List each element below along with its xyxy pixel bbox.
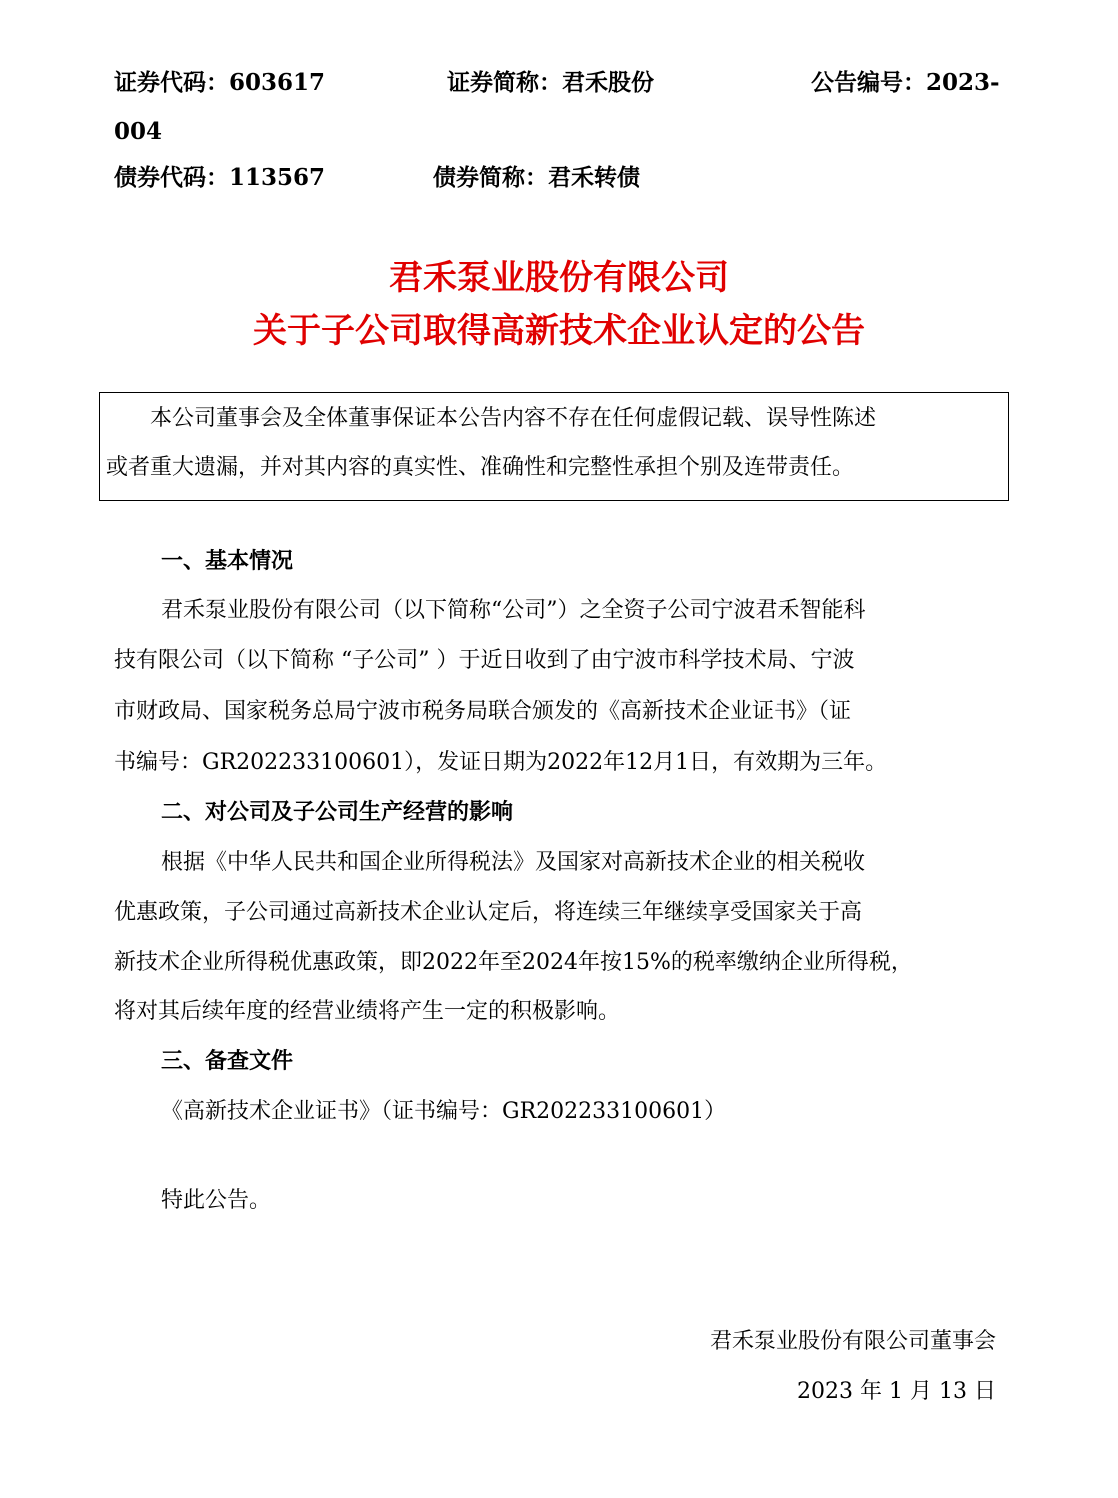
title-company: 君禾泵业股份有限公司 — [389, 258, 729, 298]
section-1-line: 市财政局、国家税务总局宁波市税务局联合颁发的《高新技术企业证书》（证 — [114, 699, 852, 724]
bond-name: 债券简称：君禾转债 — [433, 164, 640, 191]
section-1-line: 技有限公司（以下简称 “子公司” ）于近日收到了由宁波市科学技术局、宁波 — [114, 648, 855, 673]
announcement-number-continued: 004 — [114, 118, 163, 145]
responsibility-notice-box — [99, 392, 1009, 501]
reference-document: 《高新技术企业证书》（证书编号：GR202233100601） — [161, 1099, 727, 1124]
section-2-line: 优惠政策，子公司通过高新技术企业认定后，将连续三年继续享受国家关于高 — [114, 900, 863, 925]
section-2-line: 根据《中华人民共和国企业所得税法》及国家对高新技术企业的相关税收 — [161, 850, 866, 875]
notice-line-2: 或者重大遗漏，并对其内容的真实性、准确性和完整性承担个别及连带责任。 — [106, 455, 855, 480]
signature-company: 君禾泵业股份有限公司董事会 — [709, 1329, 996, 1354]
closing-text: 特此公告。 — [161, 1188, 272, 1213]
section-3-heading: 三、备查文件 — [161, 1049, 294, 1074]
stock-name: 证券简称：君禾股份 — [447, 69, 654, 96]
section-1-line: 书编号：GR202233100601），发证日期为2022年12月1日，有效期为三年。 — [114, 750, 888, 775]
section-2-line: 将对其后续年度的经营业绩将产生一定的积极影响。 — [114, 999, 621, 1024]
section-2-line: 新技术企业所得税优惠政策，即2022年至2024年按15%的税率缴纳企业所得税， — [114, 950, 913, 975]
bond-code: 债券代码：113567 — [114, 164, 326, 191]
section-2-heading: 二、对公司及子公司生产经营的影响 — [161, 800, 514, 825]
announcement-number: 公告编号：2023- — [811, 69, 1000, 96]
notice-line-1: 本公司董事会及全体董事保证本公告内容不存在任何虚假记载、误导性陈述 — [150, 406, 877, 431]
section-1-line: 君禾泵业股份有限公司（以下简称“公司”）之全资子公司宁波君禾智能科 — [161, 598, 866, 623]
title-subject: 关于子公司取得高新技术企业认定的公告 — [253, 311, 865, 351]
stock-code: 证券代码：603617 — [114, 69, 326, 96]
section-1-heading: 一、基本情况 — [161, 549, 294, 574]
signature-date: 2023 年 1 月 13 日 — [797, 1379, 996, 1404]
